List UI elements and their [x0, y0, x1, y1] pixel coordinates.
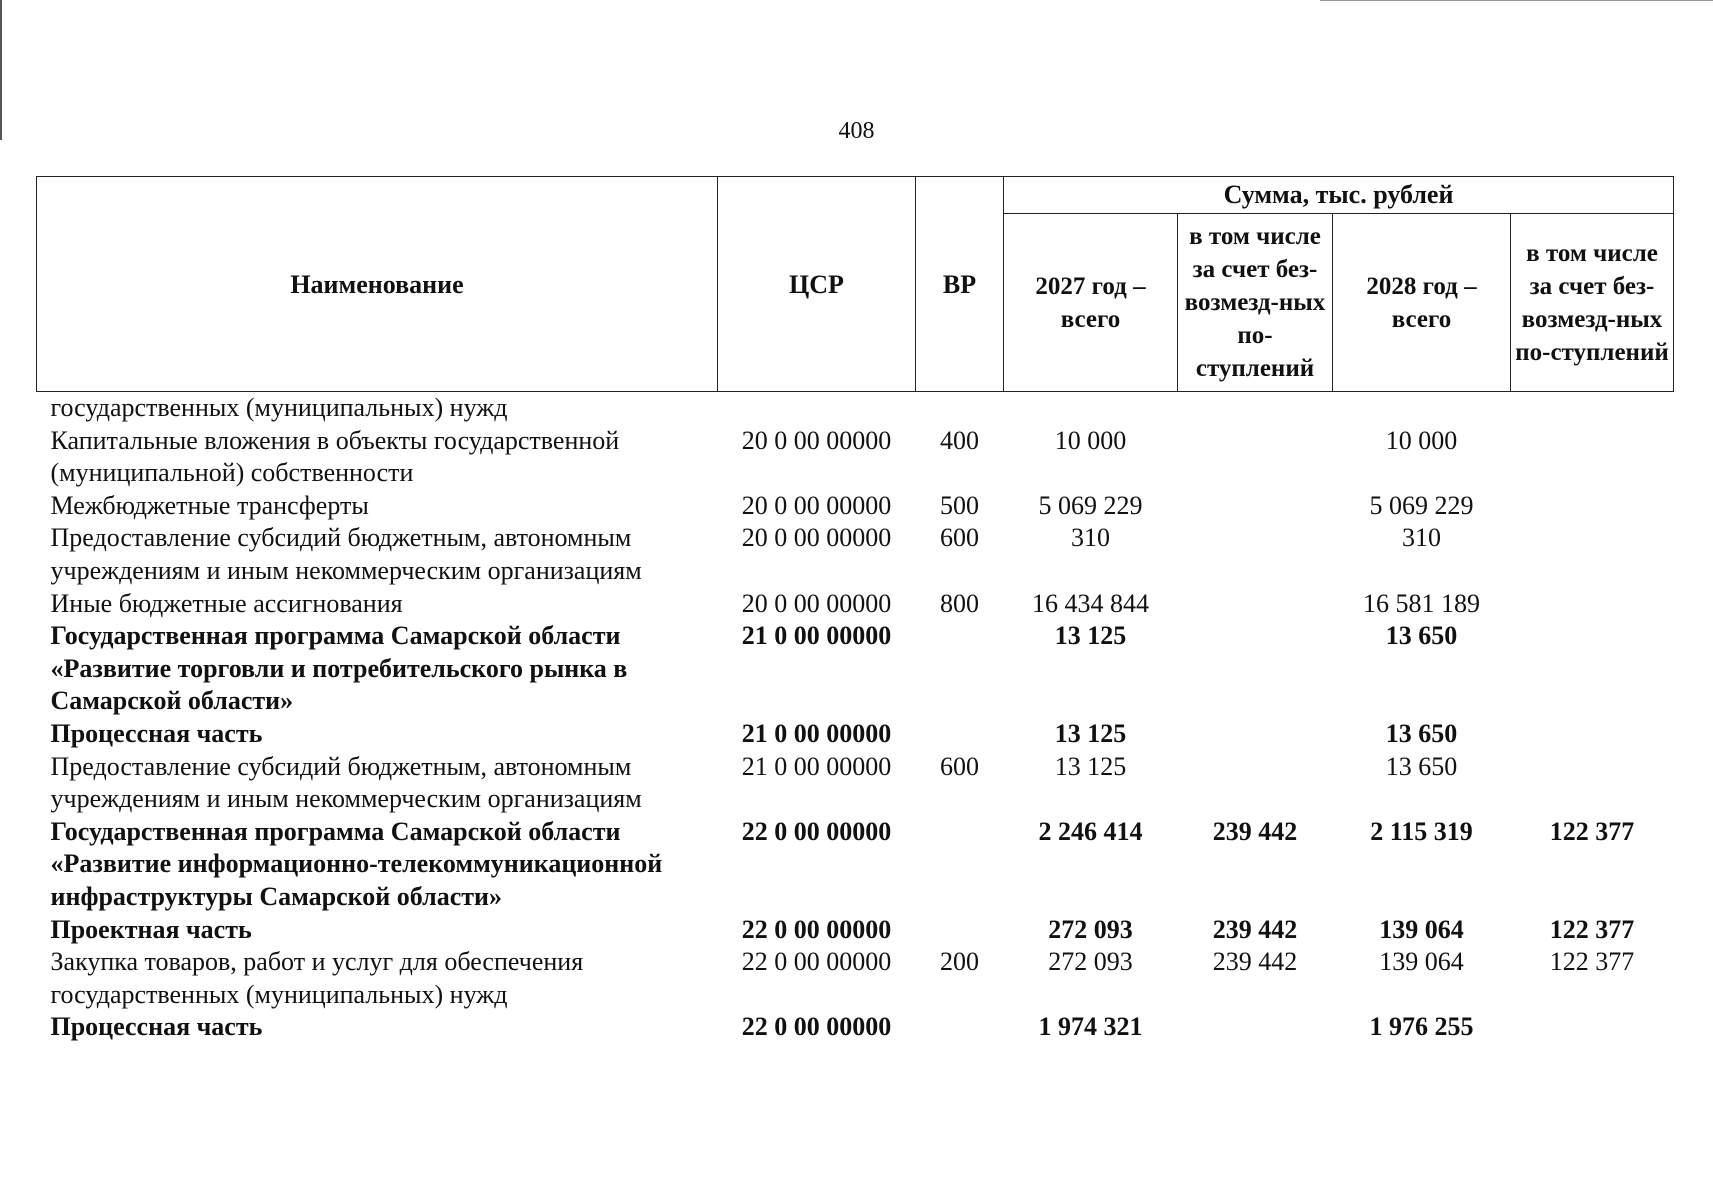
row-name: Предоставление субсидий бюджетным, автономным учреждениям и иным некоммерческим организациям [50, 523, 642, 585]
table-row [37, 816, 1674, 914]
row-total-2027: 16 434 844 [1032, 588, 1149, 618]
row-total-2027 [1004, 392, 1178, 425]
row-name: Процессная часть [50, 1012, 263, 1042]
row-free-2028 [1511, 718, 1674, 751]
table-row [37, 718, 1674, 751]
page-number: 408 [838, 118, 875, 144]
header-vr: ВР [916, 177, 1004, 392]
row-total-2028: 13 650 [1385, 621, 1458, 651]
header-name: Наименование [37, 177, 718, 392]
row-free-2028 [1511, 490, 1674, 523]
row-free-2027 [1178, 425, 1333, 490]
table-body [37, 392, 1674, 1044]
row-vr [916, 816, 1004, 914]
row-vr [916, 718, 1004, 751]
row-free-2028 [1511, 425, 1674, 490]
row-total-2028: 139 064 [1379, 947, 1464, 977]
row-vr: 200 [940, 947, 979, 977]
row-csr: 22 0 00 00000 [741, 1012, 892, 1042]
table-row [37, 392, 1674, 425]
table-row [37, 522, 1674, 587]
row-total-2028: 139 064 [1379, 914, 1464, 944]
header-free-2028: в том числе за счет без-возмезд-ных по-ступлений [1511, 214, 1674, 392]
header-total-2028: 2028 год – всего [1333, 214, 1511, 392]
row-total-2027: 13 125 [1054, 621, 1127, 651]
row-csr: 20 0 00 00000 [741, 588, 892, 618]
row-name: государственных (муниципальных) нужд [50, 393, 508, 422]
row-free-2027: 239 442 [1212, 914, 1298, 944]
row-total-2028: 13 650 [1385, 751, 1458, 781]
row-total-2027: 2 246 414 [1038, 816, 1143, 846]
row-free-2027 [1178, 751, 1333, 816]
header-csr: ЦСР [718, 177, 916, 392]
row-total-2027: 5 069 229 [1038, 490, 1143, 520]
table-row [37, 914, 1674, 947]
row-csr: 21 0 00 00000 [741, 751, 892, 781]
table-row [37, 620, 1674, 718]
row-vr: 500 [940, 490, 979, 520]
row-free-2027: 239 442 [1212, 816, 1298, 846]
row-total-2028: 1 976 255 [1369, 1012, 1474, 1042]
row-total-2028: 310 [1402, 523, 1441, 553]
row-csr: 20 0 00 00000 [741, 523, 892, 553]
row-free-2028 [1511, 620, 1674, 718]
row-free-2028 [1511, 751, 1674, 816]
row-free-2027 [1178, 522, 1333, 587]
table-row [37, 425, 1674, 490]
row-total-2028 [1333, 392, 1511, 425]
row-total-2027: 272 093 [1048, 947, 1133, 977]
top-margin-rule [1320, 0, 1713, 1]
row-name: Межбюджетные трансферты [50, 490, 369, 520]
row-csr: 22 0 00 00000 [741, 947, 892, 977]
budget-table [36, 176, 1674, 1044]
row-free-2027 [1178, 588, 1333, 621]
header-free-2027: в том числе за счет без-возмезд-ных по-ступлений [1178, 214, 1333, 392]
table-row [37, 751, 1674, 816]
row-csr: 21 0 00 00000 [741, 718, 892, 748]
row-free-2027 [1178, 1011, 1333, 1044]
row-free-2028 [1511, 522, 1674, 587]
row-total-2027: 272 093 [1048, 914, 1133, 944]
table-row [37, 490, 1674, 523]
row-name: Государственная программа Самарской области «Развитие торговли и потребительского рынка в Самарской области» [50, 621, 628, 716]
row-free-2027 [1178, 392, 1333, 425]
row-name: Проектная часть [50, 914, 252, 944]
row-csr: 21 0 00 00000 [741, 621, 892, 651]
row-total-2027: 1 974 321 [1038, 1012, 1143, 1042]
row-csr: 22 0 00 00000 [741, 914, 892, 944]
row-name: Закупка товаров, работ и услуг для обеспечения государственных (муниципальных) нужд [50, 947, 584, 1009]
row-total-2028: 13 650 [1385, 718, 1458, 748]
row-name: Предоставление субсидий бюджетным, автономным учреждениям и иным некоммерческим организациям [50, 751, 642, 814]
row-vr: 600 [940, 523, 979, 553]
row-name: Процессная часть [50, 718, 263, 748]
row-free-2028: 122 377 [1549, 914, 1635, 944]
row-vr: 800 [940, 588, 979, 618]
row-total-2028: 5 069 229 [1369, 490, 1474, 520]
row-total-2027: 310 [1071, 523, 1110, 553]
table-row [37, 946, 1674, 1011]
row-total-2027: 10 000 [1054, 425, 1127, 455]
row-free-2028 [1511, 1011, 1674, 1044]
row-vr [916, 620, 1004, 718]
header-sum-group: Сумма, тыс. рублей [1004, 177, 1674, 214]
table-header [37, 177, 1674, 392]
row-vr: 600 [940, 751, 979, 781]
row-vr [916, 392, 1004, 425]
row-total-2027: 13 125 [1054, 718, 1127, 748]
row-free-2028 [1511, 588, 1674, 621]
row-name: Иные бюджетные ассигнования [50, 588, 403, 618]
row-free-2028: 122 377 [1549, 816, 1635, 846]
row-free-2027 [1178, 620, 1333, 718]
header-total-2027: 2027 год – всего [1004, 214, 1178, 392]
table-row [37, 588, 1674, 621]
row-vr [916, 914, 1004, 947]
row-free-2028: 122 377 [1549, 947, 1635, 977]
row-total-2027: 13 125 [1054, 751, 1127, 781]
table-row [37, 1011, 1674, 1044]
row-free-2027 [1178, 490, 1333, 523]
row-name: Государственная программа Самарской области «Развитие информационно-телекоммуникационной инфраструктуры Самарской области» [50, 816, 663, 911]
row-csr: 20 0 00 00000 [741, 425, 892, 455]
row-free-2028 [1511, 392, 1674, 425]
row-csr: 22 0 00 00000 [741, 816, 892, 846]
row-vr [916, 1011, 1004, 1044]
row-name: Капитальные вложения в объекты государственной (муниципальной) собственности [50, 425, 620, 488]
row-free-2027: 239 442 [1212, 947, 1298, 977]
row-total-2028: 2 115 319 [1370, 816, 1473, 846]
row-total-2028: 10 000 [1385, 425, 1458, 455]
row-csr [718, 392, 916, 425]
row-vr: 400 [940, 425, 979, 455]
row-free-2027 [1178, 718, 1333, 751]
row-total-2028: 16 581 189 [1363, 588, 1480, 618]
row-csr: 20 0 00 00000 [741, 490, 892, 520]
